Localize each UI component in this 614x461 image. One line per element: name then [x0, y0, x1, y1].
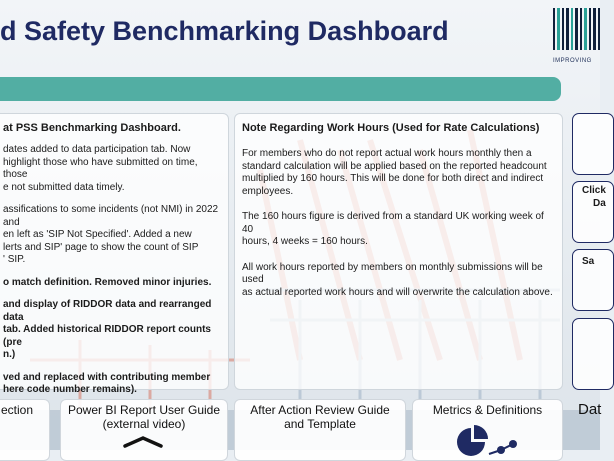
release-note-2: assifications to some incidents (not NMI) in 2022 and en left as 'SIP Not Specified'. Added a new lerts and SIP' page to show the count of SIP ' SIP.	[3, 204, 219, 265]
metrics-definitions-button[interactable]: Metrics & Definitions	[412, 399, 563, 461]
company-logo	[553, 8, 600, 64]
release-notes-heading: at PSS Benchmarking Dashboard.	[3, 122, 181, 134]
release-note-1: dates added to data participation tab. Now highlight those who have submitted on time, those e not submitted data timely.	[3, 144, 198, 193]
work-hours-paragraph-2: The 160 hours figure is derived from a standard UK working week of 40 hours, 4 weeks = 160 hours.	[242, 211, 544, 247]
power-bi-user-guide-button[interactable]: Power BI Report User Guide (external video)	[60, 399, 228, 461]
page-title: d Safety Benchmarking Dashboard	[0, 16, 449, 46]
release-note-4: and display of RIDDOR data and rearranged data tab. Added historical RIDDOR report counts (pre n.)	[3, 299, 212, 360]
work-hours-note-panel	[234, 113, 563, 390]
release-note-5: ved and replaced with contributing member here code number remains).	[3, 371, 211, 395]
after-action-review-guide-button[interactable]: After Action Review Guide and Template	[234, 399, 406, 461]
logo-text: IMPROVING	[553, 58, 592, 64]
play-presentation-icon	[121, 436, 165, 456]
header-banner	[0, 77, 561, 101]
side-nav-button-1[interactable]	[572, 113, 614, 175]
pie-network-icon	[455, 420, 521, 460]
release-note-3: o match definition. Removed minor injuries.	[3, 276, 212, 288]
work-hours-paragraph-3: All work hours reported by members on monthly submissions will be used as actual reported work hours and will overwrite the calculation above.	[242, 261, 553, 298]
side-nav-button-2[interactable]: Click Da	[572, 181, 614, 243]
work-hours-heading: Note Regarding Work Hours (Used for Rate Calculations)	[242, 122, 540, 134]
work-hours-paragraph-1: For members who do not report actual work hours monthly then a standard calculation will be applied based on the reported headcount multiplied by 160 hours. This will be done for both direct and indirect employees.	[242, 148, 547, 197]
release-notes-panel	[0, 113, 229, 395]
side-nav-button-3[interactable]: Sa	[572, 249, 614, 311]
side-nav-button-4[interactable]	[572, 318, 614, 390]
date-label: Dat	[578, 401, 602, 418]
nav-button-section[interactable]: ection	[0, 399, 50, 461]
